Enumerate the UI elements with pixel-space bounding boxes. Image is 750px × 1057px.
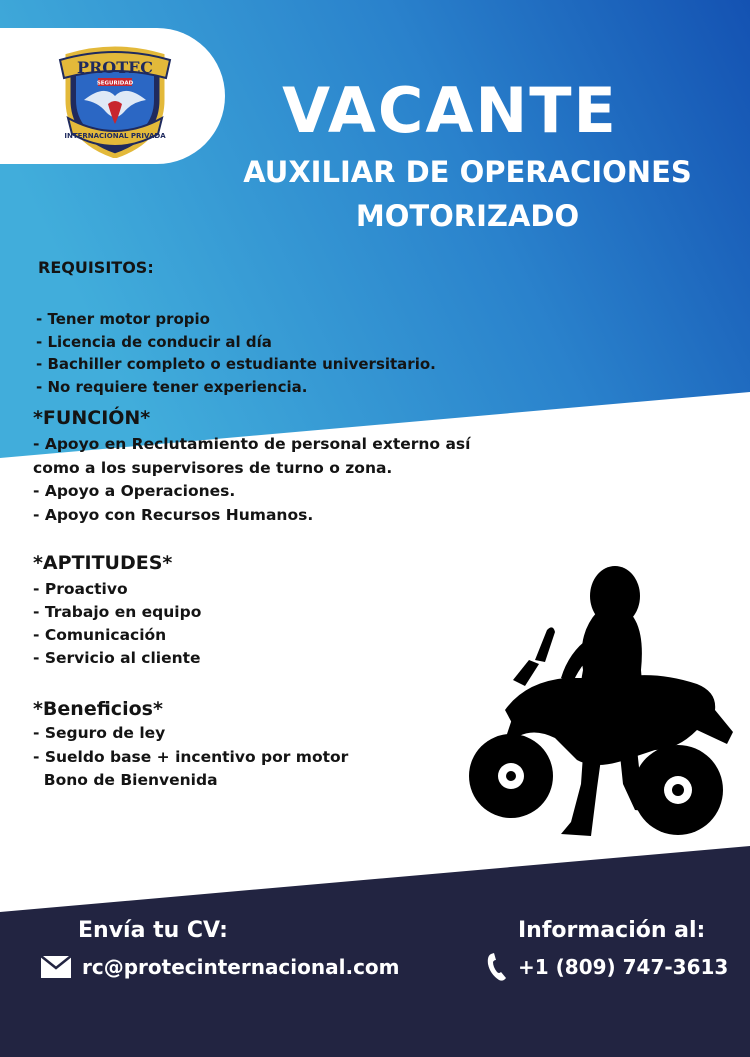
list-item: - Apoyo en Reclutamiento de personal externo así (33, 435, 471, 453)
phone-icon (486, 952, 508, 982)
job-subtitle-line-1: AUXILIAR DE OPERACIONES (243, 155, 692, 189)
aptitudes-heading: *APTITUDES* (33, 552, 173, 574)
send-cv-label: Envía tu CV: (78, 918, 228, 943)
email-contact[interactable] (40, 955, 400, 979)
envelope-icon (40, 955, 72, 979)
benefits-list (33, 722, 348, 793)
requirements-heading: REQUISITOS: (38, 258, 154, 277)
list-item: - Proactivo (33, 580, 128, 598)
list-item: - Servicio al cliente (33, 649, 201, 667)
list-item: - Trabajo en equipo (33, 603, 202, 621)
rider-motorcycle-silhouette (465, 560, 745, 845)
list-item: Bono de Bienvenida (33, 771, 218, 789)
aptitudes-list (33, 578, 201, 670)
email-address[interactable]: rc@protecinternacional.com (82, 955, 400, 979)
list-item: - No requiere tener experiencia. (36, 377, 308, 396)
list-item: - Tener motor propio (36, 310, 210, 328)
vacancy-title: VACANTE (282, 74, 618, 147)
logo-ribbon-text: INTERNACIONAL PRIVADA (64, 132, 166, 140)
list-item: - Sueldo base + incentivo por motor (33, 747, 349, 766)
list-item: - Apoyo con Recursos Humanos. (33, 505, 314, 524)
requirements-list (36, 308, 436, 398)
job-subtitle-line-2: MOTORIZADO (355, 199, 580, 233)
protec-logo (54, 40, 176, 158)
phone-contact[interactable] (486, 952, 728, 982)
phone-number[interactable]: +1 (809) 747-3613 (518, 955, 729, 979)
list-item: - Apoyo a Operaciones. (33, 482, 236, 500)
function-list (33, 433, 470, 527)
list-item: - Seguro de ley (33, 724, 166, 742)
list-item: - Bachiller completo o estudiante universitario. (36, 355, 436, 373)
logo-brand-text: PROTEC (76, 58, 154, 77)
list-item: como a los supervisores de turno o zona. (33, 458, 393, 477)
logo-tag-text: SEGURIDAD (96, 80, 134, 87)
list-item: - Licencia de conducir al día (36, 332, 272, 351)
information-label: Información al: (518, 918, 706, 943)
job-subtitle (230, 150, 705, 238)
function-heading: *FUNCIÓN* (33, 407, 151, 429)
list-item: - Comunicación (33, 626, 167, 644)
benefits-heading: *Beneficios* (33, 698, 163, 720)
